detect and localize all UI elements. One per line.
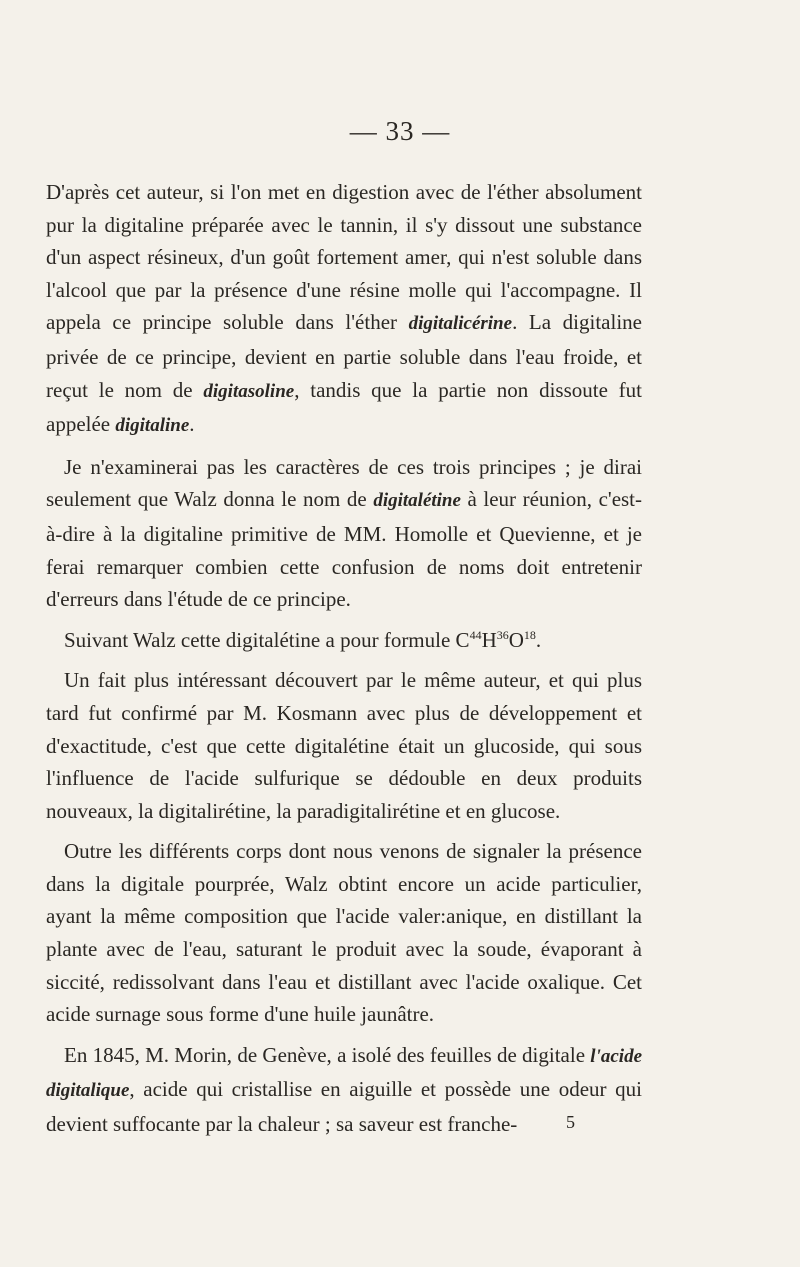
paragraph-1 xyxy=(46,176,642,443)
paragraph-4: Un fait plus intéressant découvert par le même auteur, et qui plus tard fut confirmé par M. Kosmann avec plus de développement et d'exactitude, c'est que cette digitalétine était un glucoside, qui sous l'influence de l'acide sulfurique se dédouble en deux produits nouveaux, la digitalirétine, la paradigitalirétine et en glucose. xyxy=(46,668,642,823)
italic-term: l'acide digitalique xyxy=(46,1045,642,1102)
page-body xyxy=(46,176,642,1149)
italic-term: digitaline xyxy=(115,415,190,437)
paragraph-text: , tandis que la partie non dissoute fut appelée xyxy=(46,377,643,437)
paragraph-text: D'après cet auteur, si l'on met en digestion avec de l'éther absolument pur la digitaline préparée avec le tannin, il s'y dissout une substance d'un aspect résineux, d'un goût fortement amer, qui n'est soluble dans l'alcool que par la présence d'une résine molle qui l'accompagne. Il appela ce principe soluble dans l'éther xyxy=(46,180,642,335)
paragraph-text: , acide qui cristallise en aiguille et possède une odeur qui devient suffocante par la chaleur ; sa saveur est franche- xyxy=(46,1077,642,1137)
italic-term: digitalétine xyxy=(373,490,461,512)
paragraph-text: . xyxy=(189,412,195,437)
paragraph-5: Outre les différents corps dont nous venons de signaler la présence dans la digitale pourprée, Walz obtint encore un acide particulier, ayant la même composition que l'acide valer:anique, en distillant la plante avec de l'eau, saturant le produit avec la soude, évaporant à siccité, redissolvant dans l'eau et distillant avec l'acide oxalique. Cet acide surnage sous forme d'une huile jaunâtre. xyxy=(46,839,642,1027)
formula-subscript: 18 xyxy=(523,627,536,642)
paragraph-text: à leur réunion, c'est-à-dire à la digitaline primitive de MM. Homolle et Quevienne, et je ferai remarquer combien cette confusion de noms doit entretenir d'erreurs dans l'étude de ce principe. xyxy=(46,487,643,612)
paragraph-2 xyxy=(46,451,642,616)
formula-subscript: 36 xyxy=(496,627,509,642)
paragraph-text: En 1845, M. Morin, de Genève, a isolé des feuilles de digitale xyxy=(64,1042,591,1067)
page-number: — 33 — xyxy=(349,116,451,146)
paragraph-text: O xyxy=(508,627,524,652)
paragraph-text: . La digitaline privée de ce principe, devient en partie soluble dans l'eau froide, et reçut le nom de xyxy=(46,310,642,402)
paragraph-text: Suivant Walz cette digitalétine a pour formule C xyxy=(64,627,470,652)
paragraph-3 xyxy=(46,624,642,657)
signature-mark: 5 xyxy=(566,1112,575,1132)
paragraph-6 xyxy=(46,1039,642,1141)
italic-term: digitalicérine xyxy=(408,313,513,335)
paragraph-text: . xyxy=(535,627,542,652)
formula-subscript: 44 xyxy=(469,627,482,642)
paragraph-text: Je n'examinerai pas les caractères de ces trois principes ; je dirai seulement que Walz donna le nom de xyxy=(46,454,642,512)
italic-term: digitasoline xyxy=(203,380,295,402)
paragraph-text: H xyxy=(481,627,497,652)
